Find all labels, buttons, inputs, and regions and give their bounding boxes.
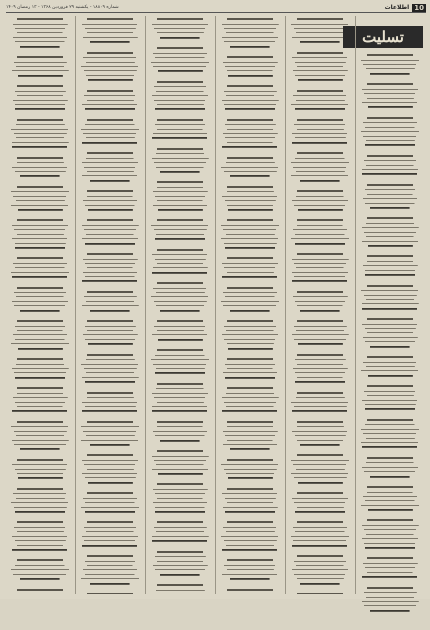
notice-signature	[147, 572, 213, 577]
notice-signature	[217, 375, 283, 380]
condolence-notice	[147, 146, 213, 175]
condolence-notice	[287, 591, 353, 594]
condolence-notice	[287, 519, 353, 548]
condolence-notice	[217, 356, 283, 380]
condolence-notice	[147, 79, 213, 112]
notice-signature	[7, 409, 73, 414]
notice-column	[355, 16, 425, 630]
notice-signature	[147, 136, 213, 141]
condolence-notice	[357, 283, 423, 312]
notice-signature	[287, 241, 353, 246]
notice-signature	[357, 143, 423, 148]
condolence-notice	[77, 16, 143, 45]
section-title: تسلیت	[343, 26, 423, 48]
condolence-notice	[7, 419, 73, 452]
condolence-notice	[7, 486, 73, 515]
page-header	[6, 3, 426, 13]
notice-signature	[287, 581, 353, 586]
notice-heading	[287, 591, 353, 594]
notice-signature	[147, 337, 213, 342]
notice-signature	[77, 107, 143, 112]
condolence-notice	[287, 289, 353, 313]
notice-signature	[147, 371, 213, 376]
condolence-notice	[287, 217, 353, 246]
condolence-notice	[287, 553, 353, 586]
notice-signature	[217, 577, 283, 582]
notice-signature	[217, 308, 283, 313]
notice-signature	[147, 169, 213, 174]
notice-signature	[357, 445, 423, 450]
notice-signature	[7, 509, 73, 514]
condolence-notice	[357, 555, 423, 579]
condolence-notice	[147, 381, 213, 414]
condolence-notice	[77, 591, 143, 594]
notice-signature	[77, 409, 143, 414]
notice-signature	[357, 507, 423, 512]
notice-text-line	[7, 593, 73, 594]
notice-signature	[77, 241, 143, 246]
condolence-notice	[7, 457, 73, 481]
date-line: شماره ۱۸۸۰۹ - یکشنبه ۲۹ فروردین ۱۳۶۸ - ۱۳ رمضان ۱۴۰۹	[6, 5, 119, 10]
notice-signature	[287, 342, 353, 347]
notice-signature	[77, 308, 143, 313]
notice-signature	[147, 35, 213, 40]
condolence-notice	[217, 385, 283, 414]
notice-signature	[7, 375, 73, 380]
notice-signature	[147, 409, 213, 414]
condolence-notice	[7, 519, 73, 552]
notice-signature	[7, 107, 73, 112]
condolence-notice	[357, 215, 423, 248]
condolence-notice	[357, 52, 423, 76]
notice-column	[75, 16, 145, 594]
notice-signature	[77, 543, 143, 548]
condolence-notice	[287, 150, 353, 183]
notice-signature	[287, 509, 353, 514]
notice-signature	[7, 73, 73, 78]
notice-signature	[147, 237, 213, 242]
condolence-notice	[217, 54, 283, 78]
notice-signature	[147, 539, 213, 544]
notice-signature	[147, 509, 213, 514]
condolence-notice	[147, 419, 213, 443]
notice-signature	[7, 447, 73, 452]
notice-signature	[7, 547, 73, 552]
notice-signature	[7, 207, 73, 212]
condolence-notice	[77, 452, 143, 485]
condolence-notice	[147, 519, 213, 543]
condolence-notice	[147, 217, 213, 241]
notice-signature	[147, 107, 213, 112]
notice-signature	[147, 308, 213, 313]
condolence-notice	[7, 117, 73, 150]
condolence-notice	[77, 88, 143, 112]
notice-signature	[77, 207, 143, 212]
condolence-notice	[357, 354, 423, 378]
notice-signature	[217, 44, 283, 49]
condolence-notice	[7, 83, 73, 112]
notice-signature	[217, 245, 283, 250]
condolence-notice	[147, 280, 213, 313]
notice-signature	[7, 245, 73, 250]
condolence-notice	[287, 452, 353, 485]
condolence-notice	[287, 117, 353, 146]
condolence-notice	[77, 217, 143, 246]
condolence-notice	[217, 16, 283, 49]
notice-signature	[77, 279, 143, 284]
notice-signature	[287, 78, 353, 83]
condolence-notice	[357, 455, 423, 479]
notice-signature	[77, 442, 143, 447]
page-number: 10	[414, 3, 424, 12]
notice-signature	[77, 40, 143, 45]
condolence-notice	[7, 285, 73, 314]
notice-signature	[77, 380, 143, 385]
notice-signature	[287, 442, 353, 447]
condolence-notice	[217, 217, 283, 250]
condolence-notice	[77, 352, 143, 385]
notice-signature	[357, 243, 423, 248]
condolence-notice	[357, 153, 423, 177]
condolence-notice	[77, 117, 143, 146]
notice-signature	[357, 373, 423, 378]
condolence-notice	[217, 519, 283, 552]
condolence-notice	[7, 16, 73, 49]
notice-signature	[217, 73, 283, 78]
condolence-notice	[77, 251, 143, 284]
column-rule	[215, 16, 216, 594]
notice-signature	[7, 44, 73, 49]
condolence-notice	[287, 318, 353, 347]
notice-signature	[287, 480, 353, 485]
condolence-notice	[217, 318, 283, 351]
condolence-notice	[77, 390, 143, 414]
notice-column	[5, 16, 75, 594]
condolence-notice	[217, 83, 283, 112]
notice-signature	[77, 140, 143, 145]
condolence-notice	[357, 484, 423, 513]
notice-signature	[147, 438, 213, 443]
notice-signature	[357, 105, 423, 110]
condolence-notice	[287, 490, 353, 514]
condolence-notice	[357, 383, 423, 412]
notice-signature	[217, 447, 283, 452]
condolence-notice	[287, 188, 353, 212]
notice-signature	[357, 273, 423, 278]
notice-signature	[357, 172, 423, 177]
notice-signature	[217, 346, 283, 351]
condolence-notice	[357, 417, 423, 450]
column-rule	[285, 16, 286, 594]
condolence-notice	[357, 182, 423, 211]
notice-signature	[357, 205, 423, 210]
notice-signature	[217, 107, 283, 112]
notice-heading	[77, 591, 143, 594]
condolence-notice	[357, 81, 423, 110]
notice-signature	[217, 409, 283, 414]
condolence-notice	[7, 155, 73, 179]
condolence-notice	[7, 356, 73, 380]
notice-signature	[287, 107, 353, 112]
condolence-notice	[217, 587, 283, 594]
condolence-notice	[217, 419, 283, 452]
condolence-notice	[357, 316, 423, 349]
notice-column	[145, 16, 215, 594]
condolence-notice	[7, 54, 73, 78]
notice-signature	[287, 207, 353, 212]
notice-signature	[357, 407, 423, 412]
condolence-notice	[7, 587, 73, 594]
notice-signature	[357, 344, 423, 349]
notice-signature	[357, 545, 423, 550]
notice-signature	[147, 270, 213, 275]
column-rule	[355, 16, 356, 594]
condolence-notice	[357, 253, 423, 277]
notice-signature	[217, 476, 283, 481]
condolence-notice	[77, 553, 143, 586]
notice-signature	[77, 178, 143, 183]
notice-signature	[287, 140, 353, 145]
condolence-notice	[77, 150, 143, 183]
notice-signature	[77, 78, 143, 83]
notice-signature	[147, 69, 213, 74]
condolence-notice	[287, 50, 353, 83]
notice-text-line	[217, 593, 283, 594]
notice-signature	[7, 275, 73, 280]
condolence-notice	[147, 582, 213, 594]
condolence-notice	[287, 352, 353, 385]
condolence-notice	[217, 184, 283, 213]
condolence-notice	[7, 557, 73, 581]
condolence-notice	[7, 184, 73, 213]
condolence-notice	[77, 318, 143, 347]
condolence-notice	[147, 247, 213, 276]
notice-column	[285, 16, 355, 594]
notice-signature	[357, 71, 423, 76]
condolence-notice	[77, 419, 143, 448]
condolence-notice	[217, 155, 283, 179]
condolence-notice	[357, 115, 423, 148]
notice-signature	[287, 308, 353, 313]
condolence-notice	[7, 217, 73, 250]
column-rule	[145, 16, 146, 594]
notice-signature	[287, 279, 353, 284]
condolence-notice	[147, 549, 213, 578]
condolence-notice	[77, 50, 143, 83]
condolence-notice	[287, 419, 353, 448]
notice-signature	[287, 380, 353, 385]
condolence-notice	[77, 289, 143, 313]
condolence-notice	[217, 557, 283, 581]
notice-signature	[217, 275, 283, 280]
notice-text-line	[147, 593, 213, 594]
notice-signature	[77, 509, 143, 514]
condolence-notice	[217, 255, 283, 279]
condolence-notice	[287, 251, 353, 284]
condolence-notice	[147, 347, 213, 376]
notice-signature	[357, 608, 423, 613]
condolence-notice	[7, 255, 73, 279]
condolence-notice	[217, 117, 283, 150]
notice-signature	[357, 474, 423, 479]
condolence-notice	[77, 188, 143, 212]
notice-signature	[217, 145, 283, 150]
condolence-notice	[77, 519, 143, 548]
condolence-notice	[7, 385, 73, 414]
notice-signature	[217, 509, 283, 514]
notice-signature	[7, 476, 73, 481]
condolence-notice	[147, 117, 213, 141]
notice-signature	[147, 471, 213, 476]
notice-signature	[7, 577, 73, 582]
notice-signature	[77, 480, 143, 485]
condolence-notice	[147, 448, 213, 477]
notice-signature	[217, 547, 283, 552]
notice-signature	[7, 346, 73, 351]
newspaper-name: اطلاعات	[384, 4, 410, 11]
condolence-notice	[287, 88, 353, 112]
notice-signature	[217, 207, 283, 212]
condolence-notice	[217, 285, 283, 314]
notice-signature	[287, 543, 353, 548]
notice-signature	[357, 306, 423, 311]
notice-signature	[287, 178, 353, 183]
condolence-notice	[147, 481, 213, 514]
notice-signature	[7, 174, 73, 179]
notice-signature	[147, 207, 213, 212]
notice-signature	[77, 581, 143, 586]
condolence-notice	[287, 390, 353, 414]
notice-signature	[7, 308, 73, 313]
notice-signature	[357, 575, 423, 580]
masthead	[385, 4, 426, 12]
condolence-notice	[217, 457, 283, 481]
condolence-notice	[147, 318, 213, 342]
condolence-notice	[77, 490, 143, 514]
condolence-notice	[147, 179, 213, 212]
condolence-notice	[7, 318, 73, 351]
notice-signature	[77, 342, 143, 347]
notice-signature	[217, 174, 283, 179]
condolence-notice	[147, 45, 213, 74]
condolence-notice	[217, 486, 283, 515]
column-rule	[75, 16, 76, 594]
notice-column	[215, 16, 285, 594]
notice-signature	[287, 409, 353, 414]
condolence-notice	[147, 16, 213, 40]
notice-signature	[7, 145, 73, 150]
condolence-notice	[357, 517, 423, 550]
